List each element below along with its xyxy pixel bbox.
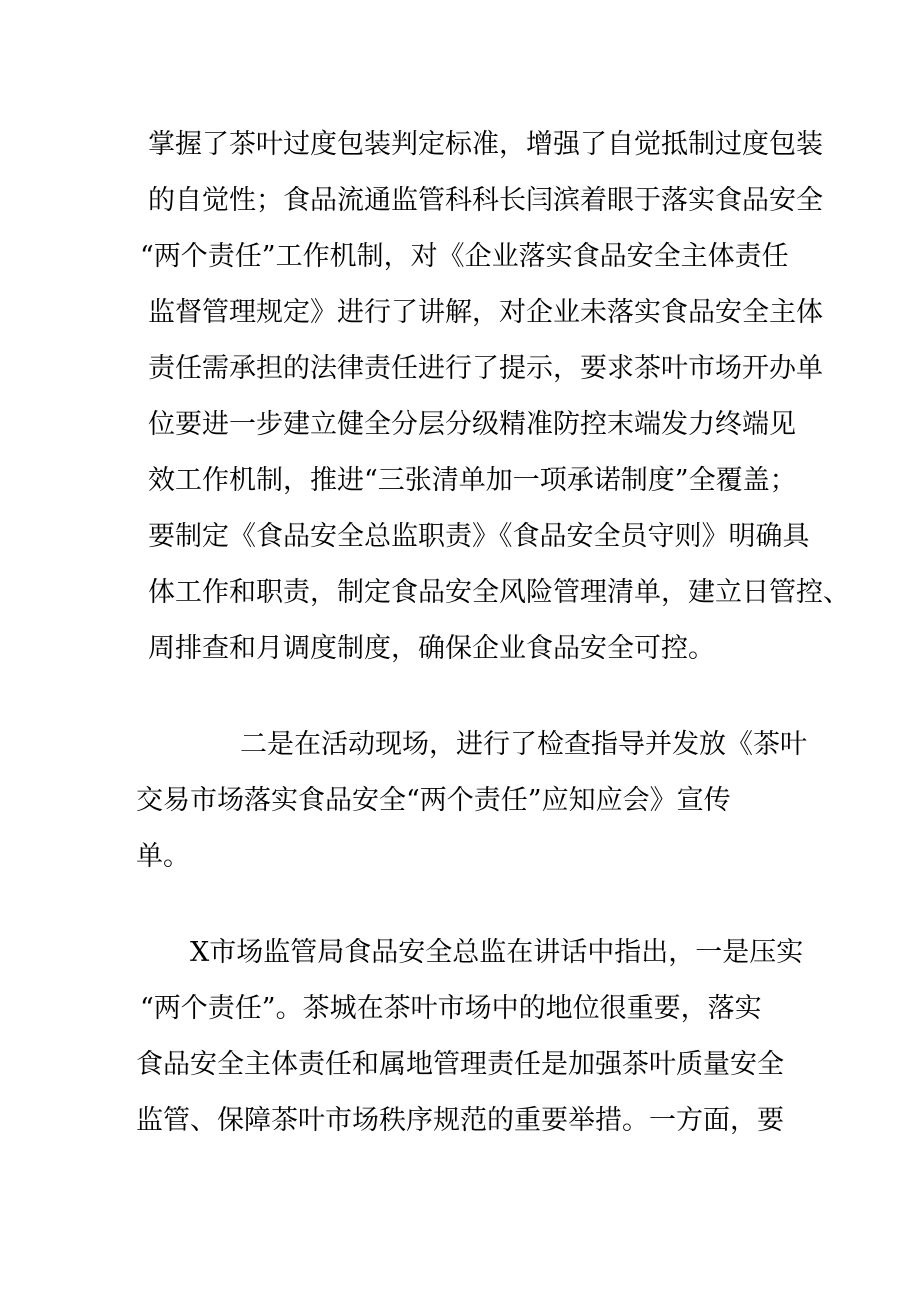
paragraph-1-line-1: 掌握了茶叶过度包装判定标准，增强了自觉抵制过度包装 bbox=[148, 129, 823, 160]
paragraph-1-line-6: 位要进一步建立健全分层分级精准防控末端发力终端见 bbox=[148, 409, 796, 440]
paragraph-1-line-2: 的自觉性；食品流通监管科科长闫滨着眼于落实食品安全 bbox=[148, 185, 823, 216]
paragraph-1-line-5: 责任需承担的法律责任进行了提示，要求茶叶市场开办单 bbox=[148, 353, 823, 384]
paragraph-2-line-1: 二是在活动现场，进行了检查指导并发放《茶叶 bbox=[240, 729, 807, 760]
paragraph-3-line-2: “两个责任”。茶城在茶叶市场中的地位很重要，落实 bbox=[140, 993, 762, 1024]
paragraph-1-line-10: 周排查和月调度制度，确保企业食品安全可控。 bbox=[148, 633, 715, 664]
paragraph-1-line-7: 效工作机制，推进“三张清单加一项承诺制度”全覆盖； bbox=[148, 465, 797, 496]
paragraph-1-line-9: 体工作和职责，制定食品安全风险管理清单，建立日管控、 bbox=[148, 577, 850, 608]
paragraph-3-line-1: X市场监管局食品安全总监在讲话中指出，一是压实 bbox=[190, 937, 804, 968]
paragraph-1-line-3: “两个责任”工作机制，对《企业落实食品安全主体责任 bbox=[140, 241, 789, 272]
paragraph-1-line-8: 要制定《食品安全总监职责》《食品安全员守则》明确具 bbox=[148, 521, 810, 552]
paragraph-3-line-3: 食品安全主体责任和属地管理责任是加强茶叶质量安全 bbox=[136, 1049, 784, 1080]
paragraph-1-line-4: 监督管理规定》进行了讲解，对企业未落实食品安全主体 bbox=[148, 297, 823, 328]
paragraph-3-line-4: 监管、保障茶叶市场秩序规范的重要举措。一方面，要 bbox=[136, 1105, 784, 1136]
paragraph-2-line-2: 交易市场落实食品安全“两个责任”应知应会》宣传 bbox=[136, 785, 731, 816]
paragraph-2-line-3: 单。 bbox=[136, 841, 190, 872]
